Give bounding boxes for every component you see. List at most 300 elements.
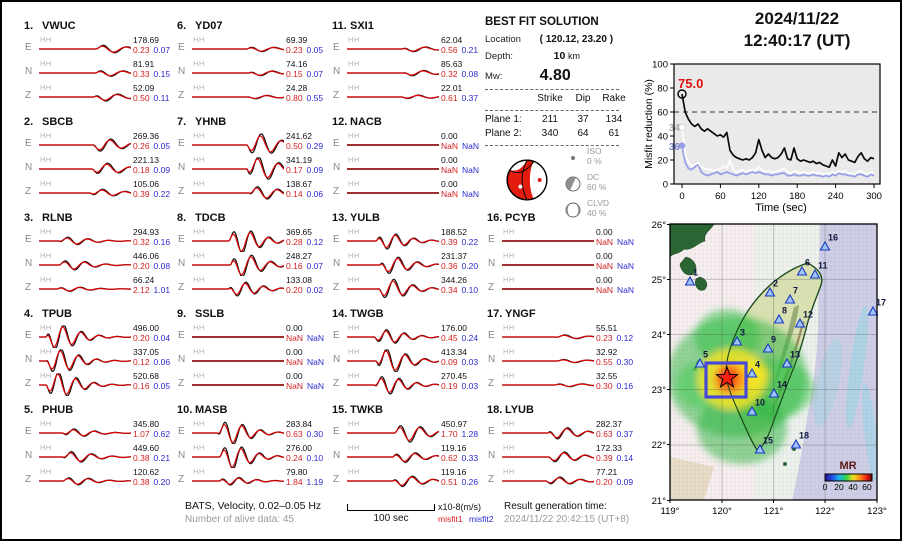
component-direction: Z (178, 282, 185, 293)
peak-amplitude: 22.01 (441, 83, 463, 93)
station-name: TWGB (350, 308, 384, 320)
component-row (22, 227, 175, 251)
component-direction: Z (178, 90, 185, 101)
component-row (330, 443, 483, 467)
waveform-svg (502, 252, 594, 276)
channel-code: HH (348, 419, 360, 428)
svg-text:36: 36 (668, 142, 680, 153)
component-direction: Z (333, 474, 340, 485)
misfit2-value: 1.19 (306, 477, 324, 487)
synthetic-trace (39, 327, 131, 347)
component-direction: E (25, 330, 32, 341)
station-name: SSLB (195, 308, 225, 320)
svg-text:40: 40 (657, 131, 668, 143)
station-map-number: 9 (771, 334, 777, 345)
station-number: 16. (487, 212, 503, 224)
peak-amplitude: 0.00 (441, 179, 458, 189)
peak-amplitude: 62.04 (441, 35, 463, 45)
component-values (596, 275, 640, 295)
station-number: 12. (332, 116, 348, 128)
station-number: 7. (177, 116, 187, 128)
component-values (596, 443, 640, 463)
waveform-svg (39, 156, 131, 180)
peak-amplitude: 413.34 (441, 347, 467, 357)
peak-amplitude: 81.91 (133, 59, 155, 69)
component-values (133, 467, 177, 487)
component-direction: N (333, 354, 341, 365)
station-header (177, 20, 223, 32)
mw-row (485, 66, 641, 86)
station-header (487, 308, 536, 320)
misfit1-value: 0.39 (133, 189, 150, 199)
station-map-number: 10 (755, 397, 766, 408)
peak-amplitude: 24.28 (286, 83, 308, 93)
synthetic-trace (347, 331, 439, 342)
waveform-svg (192, 228, 284, 252)
waveform-svg (39, 324, 131, 348)
peak-amplitude: 133.08 (286, 275, 312, 285)
misfit1-value: 0.32 (441, 69, 458, 79)
component-row (175, 467, 328, 491)
station-map-number: 2 (773, 278, 779, 289)
component-direction: N (333, 66, 341, 77)
peak-amplitude: 178.69 (133, 35, 159, 45)
synthetic-trace (347, 71, 439, 75)
channel-code: HH (40, 419, 52, 428)
peak-amplitude: 66.24 (133, 275, 155, 285)
misfit1-value: 0.30 (596, 381, 613, 391)
station-header (24, 404, 73, 416)
component-direction: Z (25, 90, 32, 101)
misfit1-value: 1.70 (441, 429, 458, 439)
peak-amplitude: 337.05 (133, 347, 159, 357)
misfit2-value: 0.30 (306, 429, 324, 439)
waveform-svg (192, 276, 284, 300)
depth-unit: km (567, 51, 580, 61)
plane2-row: Plane 2: 340 64 61 (485, 128, 620, 139)
waveform-svg (502, 324, 594, 348)
channel-code: HH (40, 443, 52, 452)
component-values (596, 323, 640, 343)
channel-code: HH (40, 251, 52, 260)
component-direction: N (25, 66, 33, 77)
channel-code: HH (193, 83, 205, 92)
peak-amplitude: 341.19 (286, 155, 312, 165)
misfit2-value: 0.16 (616, 381, 634, 391)
component-row (175, 371, 328, 395)
channel-code: HH (40, 155, 52, 164)
channel-code: HH (348, 155, 360, 164)
station-name: LYUB (505, 404, 534, 416)
channel-code: HH (348, 131, 360, 140)
component-values (596, 251, 640, 271)
station-map-number: 8 (782, 305, 788, 316)
misfit1-value: 0.56 (441, 45, 458, 55)
misfit2-value: 0.05 (306, 45, 324, 55)
result-time-value: 2024/11/22 20:42:15 (UT+8) (504, 514, 630, 525)
station-number: 11. (332, 20, 347, 32)
component-row (22, 179, 175, 203)
station-number: 2. (24, 116, 34, 128)
component-direction: Z (25, 474, 32, 485)
channel-code: HH (348, 59, 360, 68)
colorbar-tick: 20 (834, 482, 844, 492)
station-number: 17. (487, 308, 503, 320)
synthetic-trace (502, 335, 594, 338)
waveform-svg (192, 252, 284, 276)
component-values (441, 443, 485, 463)
component-direction: Z (178, 378, 185, 389)
station-block (175, 20, 328, 116)
misfit2-value: 0.07 (153, 45, 171, 55)
peak-amplitude: 449.60 (133, 443, 159, 453)
component-direction: Z (333, 282, 340, 293)
component-row (485, 467, 638, 491)
station-map-number: 6 (805, 257, 811, 268)
synthetic-trace (192, 96, 284, 99)
misfit2-value: 0.20 (153, 477, 171, 487)
channel-code: HH (193, 227, 205, 236)
misfit1-value: 0.38 (133, 453, 150, 463)
peak-amplitude: 119.16 (441, 443, 467, 453)
waveform-svg (192, 444, 284, 468)
component-row (330, 419, 483, 443)
svg-text:100: 100 (652, 59, 668, 71)
component-direction: Z (333, 186, 340, 197)
component-values (596, 227, 640, 247)
peak-amplitude: 138.67 (286, 179, 312, 189)
component-values (441, 347, 485, 367)
misfit2-value: NaN (307, 381, 325, 391)
waveform-svg (347, 252, 439, 276)
misfit2-value: 0.09 (616, 477, 634, 487)
channel-code: HH (348, 323, 360, 332)
component-values (286, 179, 330, 199)
channel-code: HH (193, 35, 205, 44)
component-values (441, 467, 485, 487)
peak-amplitude: 294.93 (133, 227, 159, 237)
misfit2-value: NaN (617, 261, 635, 271)
location-value: ( 120.12, 23.20 ) (539, 34, 614, 45)
component-direction: Z (488, 474, 495, 485)
channel-code: HH (348, 83, 360, 92)
channel-code: HH (348, 467, 360, 476)
waveform-svg (347, 132, 439, 156)
location-label: Location (485, 34, 521, 45)
peak-amplitude: 32.92 (596, 347, 618, 357)
channel-code: HH (40, 347, 52, 356)
map-svg (642, 217, 902, 541)
component-row (330, 227, 483, 251)
component-row (330, 251, 483, 275)
component-values (441, 155, 485, 175)
component-row (175, 35, 328, 59)
synthetic-trace (192, 449, 284, 468)
misfit2-value: 0.03 (461, 381, 479, 391)
svg-text:75.0: 75.0 (678, 76, 704, 91)
component-row (330, 131, 483, 155)
svg-text:240: 240 (827, 191, 844, 202)
location-row (485, 34, 641, 47)
misfit1-label: misfit1 (438, 514, 463, 524)
peak-amplitude: 270.45 (441, 371, 467, 381)
waveform-svg (502, 468, 594, 492)
misfit1-value: 0.26 (133, 141, 150, 151)
waveform-svg (39, 444, 131, 468)
misfit2-value: 0.37 (461, 93, 479, 103)
peak-amplitude: 172.33 (596, 443, 622, 453)
station-map-number: 3 (740, 327, 746, 338)
station-number: 15. (332, 404, 348, 416)
component-values (133, 59, 177, 79)
component-row (22, 443, 175, 467)
misfit1-value: 0.23 (133, 45, 150, 55)
synthetic-trace (39, 238, 131, 244)
channel-code: HH (40, 59, 52, 68)
component-direction: E (488, 330, 495, 341)
channel-code: HH (503, 371, 515, 380)
synthetic-trace (502, 453, 594, 461)
lon-label: 120° (712, 506, 732, 517)
plane-table-header (485, 93, 631, 107)
peak-amplitude: 344.26 (441, 275, 467, 285)
channel-code: HH (193, 347, 205, 356)
waveform-svg (347, 468, 439, 492)
component-row (485, 347, 638, 371)
misfit1-value: 0.33 (133, 69, 150, 79)
component-values (133, 443, 177, 463)
event-date: 2024/11/22 (754, 9, 840, 28)
misfit2-label: misfit2 (468, 514, 494, 524)
waveform-svg (39, 372, 131, 396)
amplitude-units: x10-8(m/s) (438, 502, 482, 512)
synthetic-trace (347, 235, 439, 247)
col-dip: Dip (575, 93, 591, 104)
component-values (286, 83, 330, 103)
station-map-number: 5 (703, 349, 709, 360)
waveform-svg (502, 276, 594, 300)
channel-code: HH (193, 251, 205, 260)
component-direction: N (488, 450, 496, 461)
lon-label: 122° (815, 506, 835, 517)
misfit1-value: NaN (441, 141, 459, 151)
misfit1-value: NaN (286, 333, 304, 343)
misfit2-value: 0.29 (306, 141, 324, 151)
peak-amplitude: 188.52 (441, 227, 467, 237)
peak-amplitude: 0.00 (441, 131, 458, 141)
channel-code: HH (40, 227, 52, 236)
station-number: 4. (24, 308, 34, 320)
component-row (175, 59, 328, 83)
station-header (332, 116, 382, 128)
component-values (286, 443, 330, 463)
waveform-svg (39, 228, 131, 252)
component-values (133, 227, 177, 247)
component-values (286, 131, 330, 151)
misfit1-value: NaN (596, 261, 614, 271)
waveform-svg (192, 84, 284, 108)
station-name: PCYB (505, 212, 536, 224)
station-block (175, 404, 328, 500)
svg-text:0: 0 (679, 191, 685, 202)
component-row (22, 59, 175, 83)
channel-code: HH (503, 323, 515, 332)
component-row (22, 155, 175, 179)
peak-amplitude: 276.00 (286, 443, 312, 453)
misfit2-value: 0.08 (461, 69, 479, 79)
clvd-label: CLVD (587, 198, 610, 208)
svg-text:20: 20 (657, 155, 668, 167)
dc-icon (565, 176, 581, 192)
misfit2-value: 0.03 (461, 357, 479, 367)
component-direction: E (333, 330, 340, 341)
station-header (332, 20, 374, 32)
station-block (330, 116, 483, 212)
misfit1-value: 0.19 (441, 381, 458, 391)
svg-text:34: 34 (668, 123, 680, 134)
footer-left (185, 500, 321, 526)
station-name: RLNB (42, 212, 73, 224)
waveform-svg (192, 60, 284, 84)
component-values (286, 323, 330, 343)
station-map-number: 4 (755, 359, 761, 370)
channel-code: HH (503, 227, 515, 236)
misfit2-value: 0.14 (616, 453, 634, 463)
channel-code: HH (40, 35, 52, 44)
misfit2-value: NaN (617, 285, 635, 295)
observed-trace (347, 279, 439, 297)
channel-code: HH (348, 347, 360, 356)
component-direction: E (178, 234, 185, 245)
component-values (133, 179, 177, 199)
component-row (330, 371, 483, 395)
misfit1-value: 0.14 (286, 189, 303, 199)
misfit1-value: 0.39 (596, 453, 613, 463)
clvd-icon (565, 202, 581, 218)
waveform-svg (39, 132, 131, 156)
channel-code: HH (348, 227, 360, 236)
misfit1-value: 0.34 (441, 285, 458, 295)
observed-trace (39, 71, 131, 76)
waveform-svg (39, 468, 131, 492)
misfit2-value: 0.62 (153, 429, 171, 439)
component-direction: Z (25, 378, 32, 389)
misfit2-value: 1.01 (153, 285, 171, 295)
misfit1-value: 0.51 (441, 477, 458, 487)
component-direction: N (333, 450, 341, 461)
component-direction: Z (178, 474, 185, 485)
component-values (286, 467, 330, 487)
depth-value: 10 (553, 50, 566, 62)
component-row (175, 131, 328, 155)
component-row (485, 275, 638, 299)
misfit2-value: 0.37 (616, 429, 634, 439)
station-block (22, 116, 175, 212)
lat-label: 26° (651, 220, 666, 231)
data-description: BATS, Velocity, 0.02–0.05 Hz (185, 500, 322, 512)
misfit1-value: 0.24 (286, 453, 303, 463)
station-header (177, 212, 226, 224)
channel-code: HH (40, 179, 52, 188)
station-map-number: 7 (793, 285, 799, 296)
component-row (330, 35, 483, 59)
peak-amplitude: 0.00 (286, 347, 303, 357)
synthetic-trace (39, 479, 131, 485)
component-direction: E (25, 138, 32, 149)
station-block (485, 308, 638, 404)
synthetic-trace (502, 384, 594, 386)
misfit1-value: 0.80 (286, 93, 303, 103)
channel-code: HH (193, 467, 205, 476)
component-values (441, 251, 485, 271)
station-map-number: 13 (790, 349, 801, 360)
misfit2-value: 0.21 (461, 45, 479, 55)
channel-code: HH (193, 155, 205, 164)
waveform-svg (502, 372, 594, 396)
component-direction: Z (333, 90, 340, 101)
component-row (330, 467, 483, 491)
synthetic-trace (347, 259, 439, 272)
peak-amplitude: 176.00 (441, 323, 467, 333)
station-block (22, 212, 175, 308)
misfit1-value: 0.36 (441, 261, 458, 271)
channel-code: HH (503, 251, 515, 260)
channel-code: HH (40, 131, 52, 140)
station-block (485, 404, 638, 500)
station-block (330, 212, 483, 308)
waveform-svg (39, 36, 131, 60)
peak-amplitude: 119.16 (441, 467, 467, 477)
component-row (330, 347, 483, 371)
component-values (441, 323, 485, 343)
component-values (441, 419, 485, 439)
channel-code: HH (193, 179, 205, 188)
component-values (286, 371, 330, 391)
component-row (330, 179, 483, 203)
misfit1-value: 0.16 (286, 261, 303, 271)
divider (485, 110, 619, 111)
component-direction: E (333, 426, 340, 437)
component-values (133, 323, 177, 343)
misfit2-value: 0.09 (153, 165, 171, 175)
misfit2-value: 0.12 (306, 237, 324, 247)
lat-label: 24° (651, 330, 666, 341)
channel-code: HH (193, 275, 205, 284)
waveform-svg (347, 36, 439, 60)
misfit2-value: NaN (617, 237, 635, 247)
misfit1-value: 0.63 (596, 429, 613, 439)
component-values (133, 371, 177, 391)
component-values (286, 251, 330, 271)
synthetic-trace (192, 136, 284, 152)
peak-amplitude: 345.80 (133, 419, 159, 429)
misfit1-value: 0.50 (133, 93, 150, 103)
station-header (332, 404, 383, 416)
peak-amplitude: 55.51 (596, 323, 618, 333)
misfit1-value: NaN (596, 237, 614, 247)
station-block (330, 308, 483, 404)
iso-item (565, 148, 641, 172)
colorbar-tick: 40 (848, 482, 858, 492)
channel-code: HH (40, 323, 52, 332)
misfit1-value: 1.07 (133, 429, 150, 439)
misfit1-value: 0.50 (286, 141, 303, 151)
synthetic-trace (39, 95, 131, 101)
misfit2-value: 0.21 (153, 453, 171, 463)
component-direction: N (333, 258, 341, 269)
waveform-svg (347, 348, 439, 372)
peak-amplitude: 85.63 (441, 59, 463, 69)
